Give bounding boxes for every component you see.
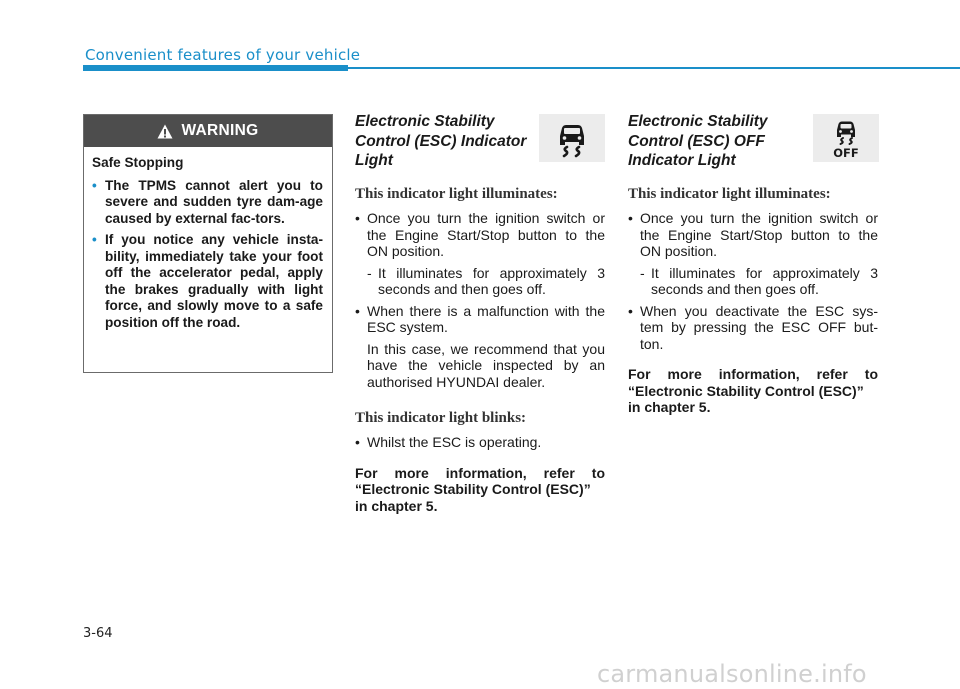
dash-marker: -	[640, 264, 645, 281]
inspection-note: In this case, we recommend that you have the vehicle inspected by an authorised HYUNDAI dealer.	[367, 340, 605, 390]
list-item	[355, 303, 605, 336]
reference-line: For more information, refer to	[355, 464, 605, 481]
reference-line: For more information, refer to	[628, 366, 878, 382]
watermark: carmanualsonline.info	[597, 660, 867, 688]
esc-off-icon-label: OFF	[833, 146, 859, 159]
warning-box	[83, 114, 333, 373]
esc-reference	[355, 465, 605, 515]
list-item-text: Whilst the ESC is operating.	[367, 434, 542, 450]
esc-off-icon	[824, 117, 868, 159]
warning-bullet-text: If you notice any vehicle insta-bility, immediately take your foot off the accelerator pedal, apply the brakes gradually with light force, and slowly move to a safe position off the road.	[105, 232, 323, 330]
list-item-text: When you deactivate the ESC sys-tem by pressing the ESC OFF but-ton.	[640, 302, 878, 352]
esc-indicator-section	[355, 112, 605, 514]
reference-line: “Electronic Stability Control (ESC)” in chapter 5.	[355, 481, 591, 514]
bullet-marker: •	[628, 302, 633, 319]
sub-item	[367, 265, 605, 298]
bullet-marker: •	[628, 210, 633, 226]
warning-header	[84, 115, 332, 147]
warning-body	[84, 147, 332, 331]
sub-item	[640, 265, 878, 298]
esc-off-section-head	[628, 112, 878, 172]
bullet-marker: •	[355, 434, 360, 450]
esc-slip-car-icon	[550, 118, 594, 158]
list-item-text: Once you turn the ignition switch or the Engine Start/Stop button to the ON position.	[367, 210, 605, 259]
esc-off-reference	[628, 366, 878, 416]
list-item-text: When there is a malfunction with the ESC system.	[367, 302, 605, 335]
warning-bullet	[92, 178, 323, 228]
warning-label: WARNING	[181, 122, 259, 139]
reference-line: “Electronic Stability Control (ESC)” in chapter 5.	[628, 382, 864, 415]
warning-triangle-icon	[157, 124, 173, 139]
esc-blinks-heading: This indicator light blinks:	[355, 410, 527, 426]
list-item	[355, 210, 605, 260]
warning-title: Safe Stopping	[92, 155, 184, 170]
bullet-marker: •	[92, 177, 97, 193]
section-header: Convenient features of your vehicle	[85, 46, 361, 64]
bullet-marker: •	[92, 232, 97, 247]
warning-bullet-text: The TPMS cannot alert you to severe and sudden tyre dam-age caused by external fac-tors.	[105, 177, 323, 226]
list-item	[628, 210, 878, 260]
sub-item-text: It illuminates for approximately 3 seconds and then goes off.	[378, 264, 605, 297]
page-number: 3-64	[83, 626, 113, 641]
dash-marker: -	[367, 264, 372, 281]
esc-off-illuminates-heading: This indicator light illuminates:	[628, 186, 831, 202]
esc-off-icon-box	[813, 114, 879, 162]
esc-off-indicator-section	[628, 112, 878, 416]
list-item	[355, 434, 605, 451]
bullet-marker: •	[355, 302, 360, 319]
esc-section-head	[355, 112, 605, 172]
esc-section-title: Electronic Stability Control (ESC) Indicator Light	[355, 113, 527, 169]
list-item	[628, 303, 878, 353]
header-rule	[83, 67, 960, 69]
bullet-marker: •	[355, 210, 360, 226]
warning-bullet	[92, 232, 323, 331]
esc-off-section-title: Electronic Stability Control (ESC) OFF Indicator Light	[628, 113, 768, 169]
esc-illuminates-heading: This indicator light illuminates:	[355, 186, 558, 202]
esc-icon-box	[539, 114, 605, 162]
list-item-text: Once you turn the ignition switch or the Engine Start/Stop button to the ON position.	[640, 210, 878, 259]
sub-item-text: It illuminates for approximately 3 seconds and then goes off.	[651, 264, 878, 297]
